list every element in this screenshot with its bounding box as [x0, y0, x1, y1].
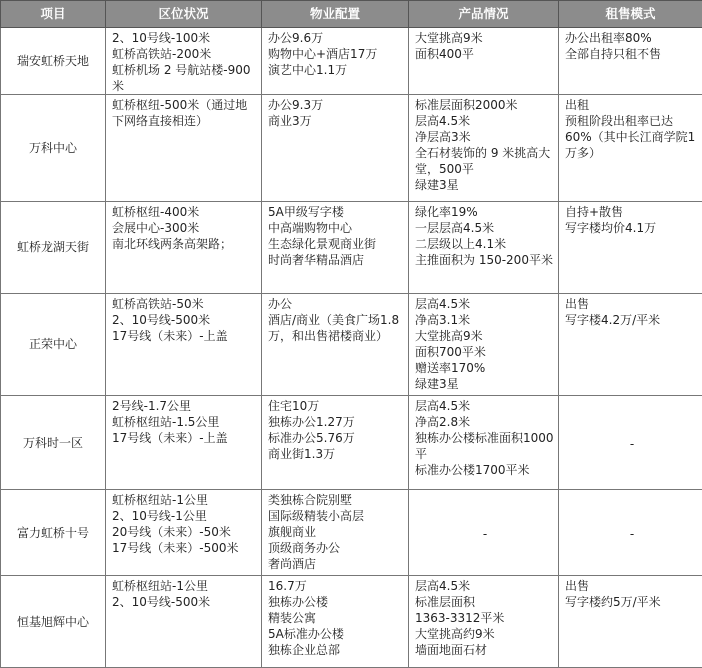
product-line: 标准办公楼1700平米 — [415, 463, 530, 478]
product-line: 一层层高4.5米 — [415, 221, 495, 236]
leasing-line: 写字楼均价4.1万 — [565, 221, 657, 236]
property-cell — [262, 95, 409, 202]
leasing-cell — [559, 396, 702, 490]
project-name-cell: 正荣中心 — [1, 293, 106, 396]
product-line: 净高2.8米 — [415, 415, 471, 430]
location-line: 17号线（未来）-上盖 — [112, 431, 228, 446]
product-cell — [409, 576, 559, 668]
table-row — [1, 202, 702, 294]
product-cell — [409, 293, 559, 396]
leasing-line: 自持+散售 — [565, 205, 624, 220]
header-leasing: 租售模式 — [559, 1, 702, 28]
product-line: 1363-3312平米 — [415, 611, 505, 626]
location-line: 虹桥枢纽-400米 — [112, 205, 200, 220]
table-row — [1, 28, 702, 95]
product-line: 绿建3星 — [415, 376, 459, 391]
product-line: 绿建3星 — [415, 178, 459, 193]
location-cell — [106, 396, 262, 490]
property-line: 类独栋合院别墅 — [268, 492, 353, 507]
property-line: 16.7万 — [268, 579, 307, 594]
property-line: 生态绿化景观商业街 — [268, 237, 377, 252]
property-line: 办公9.3万 — [268, 98, 324, 113]
product-cell — [409, 95, 559, 202]
product-cell — [409, 28, 559, 95]
product-cell — [409, 202, 559, 294]
location-line: 2号线-1.7公里 — [112, 399, 192, 414]
property-line: 办公9.6万 — [268, 31, 324, 45]
table-row — [1, 293, 702, 396]
product-line: 层高4.5米 — [415, 296, 471, 311]
property-line: 中高端购物中心 — [268, 221, 353, 236]
location-cell — [106, 202, 262, 294]
leasing-line: 写字楼4.2万/平米 — [565, 312, 661, 327]
header-row — [1, 1, 702, 28]
property-line: 独栋办公1.27万 — [268, 415, 355, 430]
property-line: 办公 — [268, 296, 293, 311]
product-line: 面积400平 — [415, 47, 474, 61]
property-line: 顶级商务办公 — [268, 540, 341, 555]
leasing-line: 出售 — [565, 296, 590, 311]
product-line: 大堂挑高9米 — [415, 328, 483, 343]
header-project: 项目 — [1, 1, 106, 28]
leasing-line: - — [629, 436, 635, 451]
location-line: 17号线（未来）-500米 — [112, 540, 239, 555]
property-cell — [262, 489, 409, 576]
product-line: 净层高3米 — [415, 130, 471, 145]
location-line: 虹桥高铁站-200米 — [112, 47, 212, 61]
project-name-cell: 富力虹桥十号 — [1, 489, 106, 576]
property-line: 国际级精装小高层 — [268, 508, 365, 523]
property-line: 时尚奢华精品酒店 — [268, 253, 365, 268]
property-line: 奢尚酒店 — [268, 556, 317, 571]
header-property: 物业配置 — [262, 1, 409, 28]
location-line: 虹桥枢纽站-1公里 — [112, 492, 208, 507]
leasing-line: 办公出租率80% — [565, 31, 652, 45]
product-line: 面积700平米 — [415, 344, 486, 359]
location-line: 虹桥机场 2 号航站楼-900米 — [112, 63, 251, 93]
location-cell — [106, 576, 262, 668]
project-name-cell: 万科时一区 — [1, 396, 106, 490]
leasing-cell — [559, 28, 702, 95]
property-line: 住宅10万 — [268, 399, 320, 414]
header-location: 区位状况 — [106, 1, 262, 28]
table-row — [1, 576, 702, 668]
leasing-cell — [559, 95, 702, 202]
location-line: 会展中心-300米 — [112, 221, 200, 236]
property-cell — [262, 396, 409, 490]
location-cell — [106, 95, 262, 202]
property-line: 商业3万 — [268, 114, 312, 129]
location-line: 2、10号线-500米 — [112, 595, 211, 610]
leasing-cell — [559, 576, 702, 668]
leasing-line: 写字楼约5万/平米 — [565, 595, 661, 610]
property-line: 精装公寓 — [268, 611, 317, 626]
product-line: 大堂挑高约9米 — [415, 627, 495, 642]
product-line: 净高3.1米 — [415, 312, 471, 327]
property-line: 演艺中心1.1万 — [268, 63, 348, 77]
location-cell — [106, 489, 262, 576]
product-line: 全石材装饰的 9 米挑高大堂，500平 — [415, 146, 551, 177]
product-line: 层高4.5米 — [415, 114, 471, 129]
property-line: 独栋企业总部 — [268, 643, 341, 658]
location-line: 2、10号线-1公里 — [112, 508, 207, 523]
property-cell — [262, 202, 409, 294]
location-line: 2、10号线-100米 — [112, 31, 211, 45]
product-cell — [409, 396, 559, 490]
leasing-line: 预租阶段出租率已达60%（其中长江商学院1万多） — [565, 114, 696, 161]
product-line: 绿化率19% — [415, 205, 478, 220]
table-row — [1, 396, 702, 490]
product-cell — [409, 489, 559, 576]
leasing-line: 出租 — [565, 98, 590, 113]
project-name-cell: 万科中心 — [1, 95, 106, 202]
property-line: 酒店/商业（美食广场1.8 万，和出售裙楼商业） — [268, 312, 400, 343]
leasing-cell — [559, 489, 702, 576]
location-line: 虹桥枢纽站-1.5公里 — [112, 415, 220, 430]
property-line: 标准办公5.76万 — [268, 431, 355, 446]
property-line: 5A标准办公楼 — [268, 627, 344, 642]
property-cell — [262, 28, 409, 95]
property-cell — [262, 576, 409, 668]
table-row — [1, 95, 702, 202]
product-line: 标准层面积 — [415, 595, 476, 610]
product-line: 层高4.5米 — [415, 579, 471, 594]
product-line: 独栋办公楼标准面积1000平 — [415, 431, 554, 462]
project-name-cell: 恒基旭辉中心 — [1, 576, 106, 668]
property-cell — [262, 293, 409, 396]
location-line: 南北环线两条高架路； — [112, 237, 233, 252]
location-line: 17号线（未来）-上盖 — [112, 328, 228, 343]
product-line: 主推面积为 150-200平米 — [415, 253, 553, 268]
property-line: 商业街1.3万 — [268, 447, 336, 462]
product-line: 墙面地面石材 — [415, 643, 488, 658]
header-product: 产品情况 — [409, 1, 559, 28]
product-line: 层高4.5米 — [415, 399, 471, 414]
leasing-line: 出售 — [565, 579, 590, 594]
product-line: 大堂挑高9米 — [415, 31, 483, 45]
leasing-line: 全部自持只租不售 — [565, 47, 662, 61]
property-line: 独栋办公楼 — [268, 595, 329, 610]
location-line: 20号线（未来）-50米 — [112, 524, 231, 539]
location-line: 虹桥枢纽-500米（通过地下网络直接相连） — [112, 98, 248, 129]
table-row — [1, 489, 702, 576]
product-line: 赠送率170% — [415, 360, 486, 375]
property-line: 5A甲级写字楼 — [268, 205, 344, 220]
location-cell — [106, 293, 262, 396]
property-line: 旗舰商业 — [268, 524, 317, 539]
location-line: 虹桥枢纽站-1公里 — [112, 579, 208, 594]
project-name-cell: 瑞安虹桥天地 — [1, 28, 106, 95]
product-line: 二层级以上4.1米 — [415, 237, 507, 252]
location-line: 2、10号线-500米 — [112, 312, 211, 327]
property-line: 购物中心+酒店17万 — [268, 47, 378, 61]
location-line: 虹桥高铁站-50米 — [112, 296, 204, 311]
product-line: - — [482, 526, 488, 541]
leasing-cell — [559, 202, 702, 294]
leasing-cell — [559, 293, 702, 396]
leasing-line: - — [629, 526, 635, 541]
product-line: 标准层面积2000米 — [415, 98, 518, 113]
location-cell — [106, 28, 262, 95]
project-name-cell: 虹桥龙湖天街 — [1, 202, 106, 294]
